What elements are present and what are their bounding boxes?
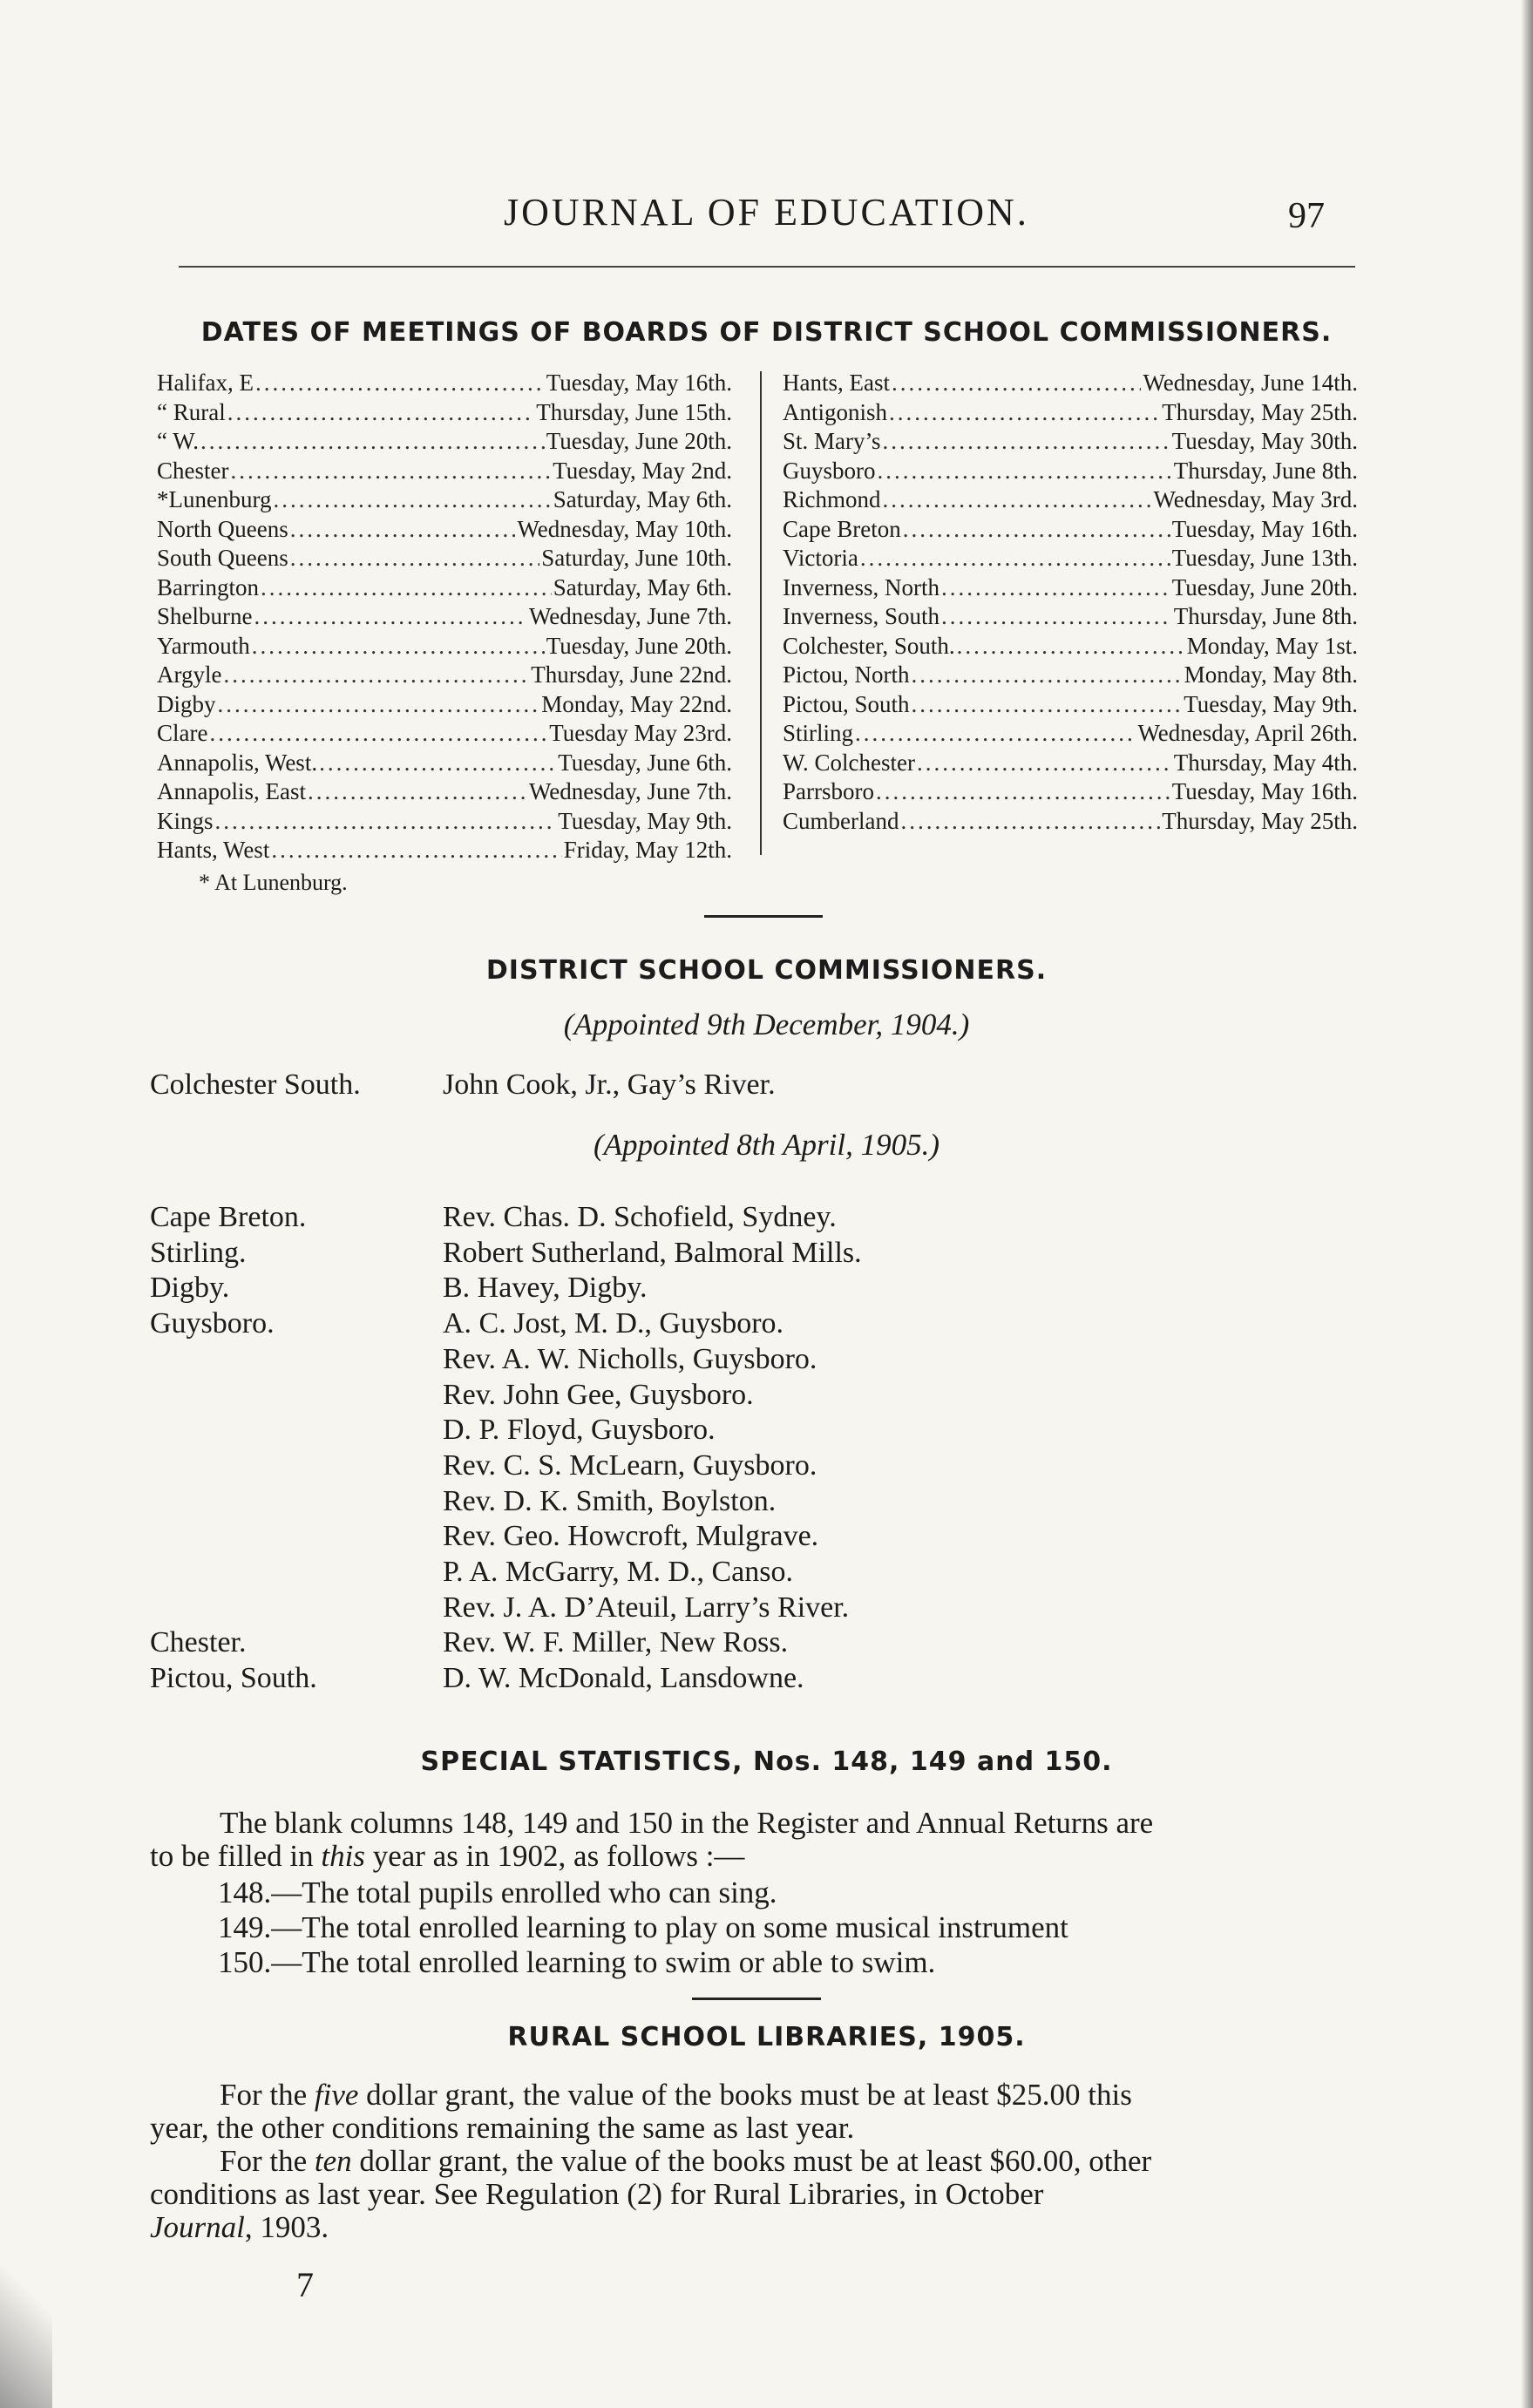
- meeting-place: Yarmouth: [157, 632, 250, 659]
- commissioner-row: [0, 1662, 1533, 1700]
- libraries-para-2-line-2: conditions as last year. See Regulation (2) for Rural Libraries, in October: [150, 2177, 1044, 2211]
- meeting-place: Shelburne: [157, 603, 253, 629]
- leader-dots: [227, 399, 535, 426]
- meeting-row: [157, 691, 732, 721]
- appointed-date-1: (Appointed 9th December, 1904.): [563, 1007, 970, 1041]
- meeting-row: [783, 720, 1358, 750]
- emphasis: five: [314, 2078, 359, 2112]
- text-run: , 1903.: [244, 2210, 329, 2244]
- commissioner-name: Rev. A. W. Nicholls, Guysboro.: [443, 1342, 817, 1375]
- commissioner-district: Stirling.: [150, 1236, 247, 1269]
- leader-dots: [252, 633, 545, 660]
- meeting-row: [783, 778, 1358, 808]
- meeting-row: [157, 750, 732, 779]
- text-run: For the: [220, 2144, 315, 2178]
- meeting-date: Tuesday, May 16th.: [1171, 778, 1358, 804]
- meeting-place: Kings: [157, 807, 214, 834]
- meeting-row: [783, 808, 1358, 838]
- meeting-place: Parrsboro: [783, 778, 874, 804]
- text-run: dollar grant, the value of the books must be at least $60.00, other: [351, 2144, 1152, 2178]
- meeting-place: Inverness, North: [783, 573, 939, 600]
- meeting-place: Chester: [157, 457, 229, 484]
- statistics-item: 149.—The total enrolled learning to play on some musical instrument: [218, 1910, 1068, 1944]
- meeting-place: Cape Breton: [783, 515, 901, 542]
- leader-dots: [230, 458, 551, 485]
- meeting-date: Thursday, June 22nd.: [531, 661, 732, 688]
- meeting-row: [157, 574, 732, 604]
- commissioner-row: [0, 1379, 1533, 1417]
- meeting-date: Wednesday, May 3rd.: [1153, 486, 1358, 512]
- commissioner-name: Robert Sutherland, Balmoral Mills.: [443, 1236, 862, 1269]
- meeting-date: Tuesday May 23rd.: [549, 720, 732, 746]
- leader-dots: [290, 545, 540, 572]
- section-divider: [692, 1998, 821, 2000]
- meeting-row: [157, 545, 732, 574]
- statistics-heading: SPECIAL STATISTICS, Nos. 148, 149 and 150.: [420, 1747, 1113, 1777]
- meeting-date: Tuesday, May 9th.: [558, 807, 732, 834]
- meeting-row: [783, 603, 1358, 633]
- libraries-para-1-line-2: year, the other conditions remaining the same as last year.: [150, 2111, 855, 2145]
- meeting-row: [157, 720, 732, 750]
- meeting-place: Stirling: [783, 720, 854, 746]
- page-edge-shadow: [1521, 0, 1533, 2408]
- leader-dots: [941, 603, 1172, 630]
- meeting-date: Thursday, June 15th.: [536, 398, 732, 425]
- meeting-row: [157, 837, 732, 866]
- commissioner-row: [0, 1307, 1533, 1346]
- leader-dots: [261, 574, 552, 601]
- leader-dots: [224, 661, 530, 688]
- commissioner-name: D. W. McDonald, Lansdowne.: [443, 1662, 804, 1695]
- text-run: For the: [220, 2078, 315, 2112]
- meeting-place: Annapolis, East: [157, 778, 306, 804]
- meeting-place: North Queens: [157, 515, 288, 542]
- meeting-date: Thursday, June 8th.: [1173, 457, 1358, 484]
- appointed-date-2: (Appointed 8th April, 1905.): [594, 1128, 939, 1162]
- meeting-date: Tuesday, May 30th.: [1171, 428, 1358, 454]
- commissioner-district: Digby.: [150, 1272, 230, 1305]
- meeting-row: [157, 428, 732, 458]
- meeting-row: [783, 633, 1358, 662]
- meeting-row: [783, 750, 1358, 779]
- signature-mark: 7: [296, 2265, 314, 2304]
- meeting-row: [783, 458, 1358, 487]
- commissioner-name: Rev. Geo. Howcroft, Mulgrave.: [443, 1520, 819, 1553]
- libraries-para-2-line-3: [150, 2208, 329, 2247]
- meeting-date: Saturday, June 10th.: [541, 545, 732, 571]
- leader-dots: [273, 486, 551, 513]
- meeting-row: [157, 661, 732, 691]
- meeting-row: [157, 516, 732, 546]
- leader-dots: [941, 574, 1170, 601]
- commissioner-row: [0, 1449, 1533, 1488]
- leader-dots: [883, 486, 1152, 513]
- journal-title: JOURNAL OF EDUCATION.: [504, 191, 1029, 234]
- meeting-date: Tuesday, June 6th.: [558, 749, 732, 776]
- meeting-row: [783, 516, 1358, 546]
- leader-dots: [215, 808, 557, 835]
- emphasis: this: [321, 1839, 365, 1873]
- commissioner-row: [0, 1237, 1533, 1275]
- meetings-list-right: [783, 370, 1358, 837]
- leader-dots: [860, 545, 1170, 572]
- meeting-row: [157, 399, 732, 429]
- meeting-place: “ W.: [157, 428, 200, 454]
- meeting-date: Friday, May 12th.: [563, 837, 732, 863]
- leader-dots: [319, 750, 556, 777]
- leader-dots: [900, 808, 1160, 835]
- commissioners-heading: DISTRICT SCHOOL COMMISSIONERS.: [485, 955, 1048, 986]
- meeting-place: South Queens: [157, 545, 288, 571]
- commissioner-name: John Cook, Jr., Gay’s River.: [443, 1068, 776, 1101]
- leader-dots: [912, 691, 1183, 718]
- statistics-intro-line-2: [150, 1837, 744, 1876]
- meeting-date: Monday, May 8th.: [1184, 661, 1358, 688]
- leader-dots: [892, 370, 1141, 397]
- meeting-place: Hants, East: [783, 370, 890, 396]
- meeting-place: Annapolis, West.: [157, 749, 318, 776]
- commissioner-row: [0, 1520, 1533, 1558]
- page-corner-shadow: [0, 2251, 52, 2408]
- commissioner-name: D. P. Floyd, Guysboro.: [443, 1414, 716, 1447]
- statistics-item: 148.—The total pupils enrolled who can sing.: [218, 1876, 777, 1909]
- statistics-item: 150.—The total enrolled learning to swim or able to swim.: [218, 1945, 936, 1979]
- leader-dots: [876, 778, 1170, 805]
- leader-dots: [290, 516, 516, 543]
- meeting-date: Tuesday, May 16th.: [1171, 515, 1358, 542]
- meeting-date: Tuesday, June 20th.: [546, 428, 732, 454]
- commissioner-district: Pictou, South.: [150, 1662, 317, 1695]
- text-run: year as in 1902, as follows :—: [364, 1839, 745, 1873]
- meeting-row: [783, 574, 1358, 604]
- meeting-row: [783, 661, 1358, 691]
- commissioner-row: [0, 1591, 1533, 1630]
- leader-dots: [878, 458, 1172, 485]
- meeting-place: Halifax, E: [157, 370, 254, 396]
- commissioner-row: [0, 1343, 1533, 1381]
- meeting-row: [783, 370, 1358, 399]
- meeting-place: Antigonish: [783, 398, 888, 425]
- commissioner-name: Rev. W. F. Miller, New Ross.: [443, 1626, 789, 1659]
- meeting-date: Wednesday, June 7th.: [528, 778, 732, 804]
- meeting-place: Hants, West: [157, 837, 270, 863]
- meeting-row: [783, 545, 1358, 574]
- commissioner-name: Rev. John Gee, Guysboro.: [443, 1378, 754, 1411]
- meeting-date: Thursday, May 4th.: [1173, 749, 1358, 776]
- meeting-place: Cumberland: [783, 807, 899, 834]
- meeting-place: *Lunenburg: [157, 486, 272, 512]
- meetings-footnote: * At Lunenburg.: [199, 870, 348, 895]
- meeting-row: [157, 603, 732, 633]
- meeting-date: Wednesday, June 14th.: [1143, 370, 1358, 396]
- leader-dots: [855, 720, 1136, 747]
- header-rule: [179, 266, 1355, 268]
- commissioner-district: Guysboro.: [150, 1307, 275, 1340]
- commissioner-name: Rev. Chas. D. Schofield, Sydney.: [443, 1201, 837, 1233]
- commissioner-row: [0, 1201, 1533, 1239]
- commissioner-district: Colchester South.: [150, 1068, 361, 1101]
- meeting-place: Clare: [157, 720, 208, 746]
- meeting-place: Barrington: [157, 573, 259, 600]
- meeting-date: Monday, May 1st.: [1186, 632, 1358, 659]
- leader-dots: [308, 778, 527, 805]
- meeting-row: [157, 458, 732, 487]
- leader-dots: [889, 399, 1160, 426]
- leader-dots: [917, 750, 1172, 777]
- meeting-place: Pictou, North: [783, 661, 910, 688]
- meeting-row: [157, 633, 732, 662]
- meeting-row: [783, 399, 1358, 429]
- commissioner-district: Cape Breton.: [150, 1201, 307, 1233]
- meeting-date: Wednesday, June 7th.: [528, 603, 732, 629]
- meeting-place: Victoria: [783, 545, 858, 571]
- leader-dots: [200, 428, 545, 455]
- meeting-place: St. Mary’s: [783, 428, 881, 454]
- leader-dots: [255, 370, 545, 397]
- meeting-row: [783, 691, 1358, 721]
- meeting-row: [157, 486, 732, 516]
- meeting-place: Guysboro: [783, 457, 876, 484]
- meeting-date: Tuesday, June 20th.: [1171, 573, 1358, 600]
- meeting-row: [157, 778, 732, 808]
- meeting-date: Tuesday, May 16th.: [546, 370, 732, 396]
- text-run: dollar grant, the value of the books must be at least $25.00 this: [358, 2078, 1132, 2112]
- commissioner-name: P. A. McGarry, M. D., Canso.: [443, 1556, 794, 1588]
- meeting-row: [157, 808, 732, 838]
- meetings-heading: DATES OF MEETINGS OF BOARDS OF DISTRICT SCHOOL COMMISSIONERS.: [200, 317, 1333, 348]
- section-divider: [704, 915, 823, 918]
- leader-dots: [209, 720, 547, 747]
- meeting-place: Pictou, South: [783, 690, 910, 717]
- running-head: [0, 190, 1533, 242]
- commissioner-row: [0, 1626, 1533, 1665]
- meeting-date: Thursday, May 25th.: [1162, 807, 1358, 834]
- commissioner-name: A. C. Jost, M. D., Guysboro.: [443, 1307, 784, 1340]
- meeting-date: Tuesday, June 13th.: [1171, 545, 1358, 571]
- meeting-row: [783, 428, 1358, 458]
- meeting-row: [783, 486, 1358, 516]
- meeting-date: Tuesday, May 9th.: [1184, 690, 1358, 717]
- leader-dots: [912, 661, 1183, 688]
- emphasis: Journal: [150, 2210, 245, 2244]
- meeting-place: Colchester, South.: [783, 632, 955, 659]
- meeting-date: Tuesday, June 20th.: [546, 632, 732, 659]
- meeting-place: “ Rural: [157, 398, 226, 425]
- commissioner-row: [0, 1485, 1533, 1523]
- commissioner-name: Rev. D. K. Smith, Boylston.: [443, 1484, 777, 1517]
- meeting-date: Monday, May 22nd.: [541, 690, 732, 717]
- leader-dots: [271, 837, 561, 864]
- commissioner-row: [0, 1272, 1533, 1310]
- meeting-place: Richmond: [783, 486, 881, 512]
- page-number: 97: [1288, 196, 1325, 236]
- emphasis: ten: [314, 2144, 352, 2178]
- column-divider: [760, 371, 762, 855]
- leader-dots: [254, 603, 526, 630]
- commissioner-row: [0, 1068, 1533, 1107]
- libraries-heading: RURAL SCHOOL LIBRARIES, 1905.: [507, 2022, 1026, 2052]
- text-run: to be filled in: [150, 1839, 322, 1873]
- meeting-date: Thursday, June 8th.: [1173, 603, 1358, 629]
- commissioner-name: Rev. J. A. D’Ateuil, Larry’s River.: [443, 1591, 850, 1624]
- meeting-place: W. Colchester: [783, 749, 915, 776]
- meeting-date: Saturday, May 6th.: [553, 486, 732, 512]
- commissioner-name: Rev. C. S. McLearn, Guysboro.: [443, 1448, 817, 1482]
- leader-dots: [218, 691, 540, 718]
- meeting-date: Tuesday, May 2nd.: [553, 457, 732, 484]
- leader-dots: [903, 516, 1170, 543]
- meeting-place: Argyle: [157, 661, 222, 688]
- leader-dots: [883, 428, 1170, 455]
- commissioner-name: B. Havey, Digby.: [443, 1272, 648, 1305]
- meeting-date: Saturday, May 6th.: [553, 573, 732, 600]
- meeting-date: Wednesday, May 10th.: [517, 515, 732, 542]
- statistics-intro-line-1: The blank columns 148, 149 and 150 in the Register and Annual Returns are: [220, 1806, 1154, 1840]
- meeting-place: Inverness, South: [783, 603, 939, 629]
- meetings-list-left: [157, 370, 732, 866]
- commissioner-district: Chester.: [150, 1626, 247, 1659]
- meeting-place: Digby: [157, 690, 216, 717]
- meeting-date: Thursday, May 25th.: [1162, 398, 1358, 425]
- meeting-date: Wednesday, April 26th.: [1137, 720, 1358, 746]
- meeting-row: [157, 370, 732, 399]
- commissioner-row: [0, 1414, 1533, 1452]
- commissioner-row: [0, 1556, 1533, 1594]
- leader-dots: [957, 633, 1185, 660]
